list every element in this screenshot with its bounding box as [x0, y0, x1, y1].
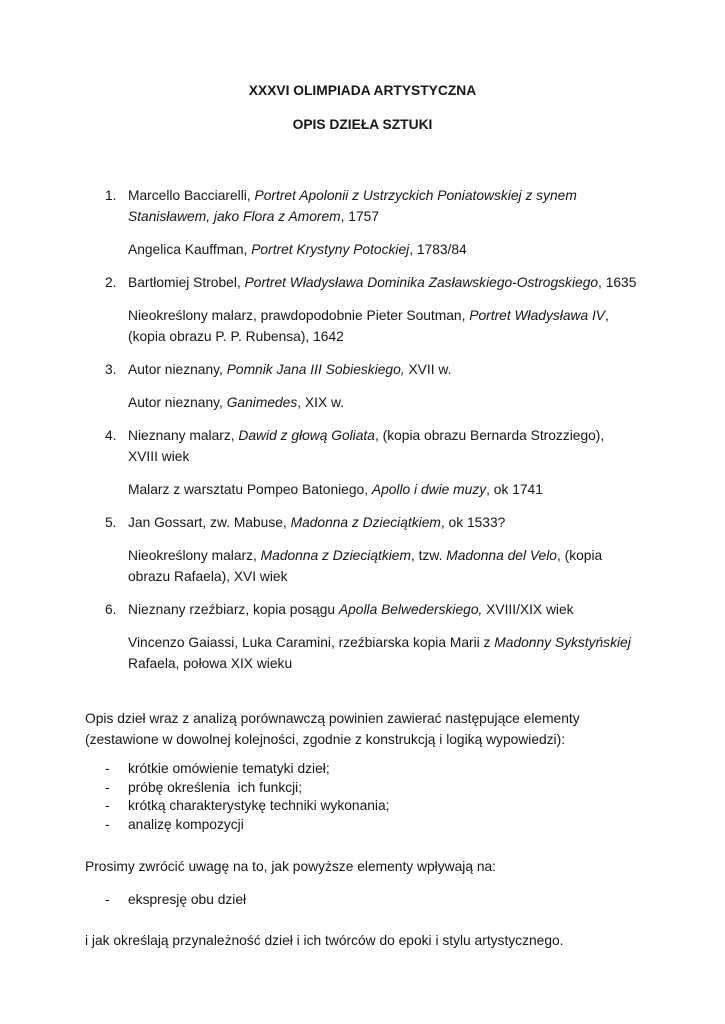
text-segment: Malarz z warsztatu Pompeo Batoniego,: [128, 482, 372, 497]
item-number: 6.: [105, 602, 117, 617]
item-number: 4.: [105, 428, 117, 443]
item-body: [128, 359, 640, 425]
item-body: [128, 512, 640, 599]
artwork-entry: [128, 599, 640, 620]
artwork-list-item: [105, 185, 640, 272]
text-segment: , 1635: [598, 275, 637, 290]
item-body: [128, 599, 640, 686]
text-segment: , tzw.: [410, 548, 447, 563]
artwork-list-item: [105, 425, 640, 512]
artwork-entry: [128, 305, 640, 347]
attention-note: Prosimy zwrócić uwagę na to, jak powyższe elementy wpływają na:: [85, 859, 497, 874]
bullet-dash: -: [105, 798, 110, 813]
text-segment: Marcello Bacciarelli,: [128, 188, 255, 203]
artwork-list: [105, 185, 640, 686]
closing-paragraph: i jak określają przynależność dzieł i ich twórców do epoki i stylu artystycznego.: [85, 933, 564, 948]
text-segment: , (kopia obrazu Bernarda Strozziego), XVIII wiek: [128, 428, 612, 464]
text-segment: Autor nieznany,: [128, 362, 227, 377]
artwork-title-italic: Madonny Sykstyńskiej: [494, 635, 631, 650]
text-segment: , ok 1741: [486, 482, 543, 497]
artwork-title-italic: Ganimedes: [226, 395, 298, 410]
artwork-title-italic: Pomnik Jana III Sobieskiego,: [226, 362, 405, 377]
text-segment: XVII w.: [404, 362, 452, 377]
bullet-text: krótką charakterystykę techniki wykonania;: [128, 798, 390, 813]
bullet-item: [105, 797, 640, 816]
artwork-title-italic: Madonna z Dzieciątkiem: [290, 515, 441, 530]
artwork-entry: [128, 479, 640, 500]
text-segment: Nieokreślony malarz, prawdopodobnie Pieter Soutman,: [128, 308, 470, 323]
bullet-item: [105, 889, 640, 910]
artwork-title-italic: Madonna del Velo: [446, 548, 557, 563]
item-number: 1.: [105, 188, 117, 203]
artwork-entry: [128, 359, 640, 380]
bullet-dash: -: [105, 816, 110, 832]
item-number: 3.: [105, 362, 117, 377]
artwork-title-italic: Portret Władysława Dominika Zasławskiego-Ostrogskiego: [244, 275, 599, 290]
bullet-text: analizę kompozycji: [128, 816, 244, 832]
artwork-list-item: [105, 599, 640, 686]
bullet-text: krótkie omówienie tematyki dzieł;: [128, 761, 330, 776]
text-segment: , ok 1533?: [440, 515, 506, 530]
text-segment: Nieznany rzeźbiarz, kopia posągu: [128, 602, 339, 617]
artwork-title-italic: Apollo i dwie muzy: [371, 482, 487, 497]
text-segment: Nieokreślony malarz,: [128, 548, 261, 563]
bullet-text: ekspresję obu dzieł: [128, 892, 247, 907]
text-segment: , (kopia obrazu Rafaela), XVI wiek: [128, 548, 607, 584]
text-segment: Vincenzo Gaiassi, Luka Caramini, rzeźbiarska kopia Marii z: [128, 635, 495, 650]
bullet-dash: -: [105, 779, 110, 795]
artwork-entry: [128, 239, 640, 260]
bullet-item: [105, 760, 640, 779]
item-body: [128, 185, 640, 272]
text-segment: Angelica Kauffman,: [128, 242, 252, 257]
artwork-entry: [128, 392, 640, 413]
text-segment: Autor nieznany,: [128, 395, 227, 410]
artwork-title-italic: Dawid z głową Goliata: [238, 428, 375, 443]
artwork-title-italic: Portret Władysława IV: [469, 308, 605, 323]
artwork-title-italic: Apolla Belwederskiego,: [338, 602, 483, 617]
artwork-entry: [128, 632, 640, 674]
text-segment: , 1783/84: [409, 242, 467, 257]
artwork-title-italic: Portret Krystyny Potockiej: [251, 242, 410, 257]
artwork-list-item: [105, 512, 640, 599]
bullet-item: [105, 779, 640, 798]
bullet-dash: -: [105, 761, 110, 776]
item-body: [128, 272, 640, 359]
text-segment: Rafaela, połowa XIX wieku: [128, 635, 635, 671]
bullet-item: [105, 816, 640, 835]
artwork-list-item: [105, 272, 640, 359]
artwork-list-item: [105, 359, 640, 425]
expression-bullet-list: [105, 889, 640, 910]
document-title: XXXVI OLIMPIADA ARTYSTYCZNA: [248, 83, 477, 98]
artwork-entry: [128, 272, 640, 293]
text-segment: , 1757: [340, 209, 379, 224]
artwork-entry: [128, 425, 640, 467]
text-segment: Bartłomiej Strobel,: [128, 275, 245, 290]
text-segment: Nieznany malarz,: [128, 428, 239, 443]
artwork-entry: [128, 545, 640, 587]
text-segment: , (kopia obrazu P. P. Rubensa), 1642: [128, 308, 613, 344]
artwork-entry: [128, 512, 640, 533]
item-number: 5.: [105, 515, 117, 530]
text-segment: XVIII/XIX wiek: [482, 602, 574, 617]
bullet-dash: -: [105, 892, 110, 907]
artwork-entry: [128, 185, 640, 227]
text-segment: , XIX w.: [297, 395, 345, 410]
item-body: [128, 425, 640, 512]
instructions-intro: Opis dzieł wraz z analizą porównawczą powinien zawierać następujące elementy (zestawione w dowolnej kolejności, zgodnie z konstrukcją i logiką wypowiedzi):: [85, 711, 584, 747]
item-number: 2.: [105, 275, 117, 290]
elements-bullet-list: [105, 760, 640, 834]
artwork-title-italic: Portret Apolonii z Ustrzyckich Poniatowskiej z synem Stanisławem, jako Flora z Amorem: [128, 188, 581, 224]
bullet-text: próbę określenia ich funkcji;: [128, 779, 303, 795]
artwork-title-italic: Madonna z Dzieciątkiem: [260, 548, 411, 563]
document-subtitle: OPIS DZIEŁA SZTUKI: [292, 117, 433, 132]
text-segment: Jan Gossart, zw. Mabuse,: [128, 515, 291, 530]
